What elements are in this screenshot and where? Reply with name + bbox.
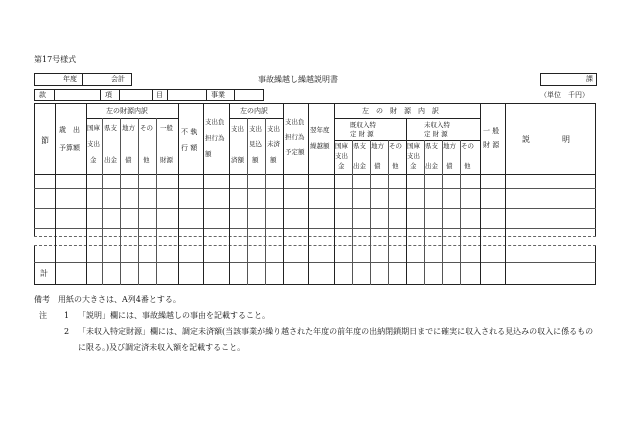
classification-row [34,89,264,101]
mizumi-header-1: 支出 [267,125,280,133]
futan-header-3: 額 [205,150,212,158]
futan-header-1: 支出負 [205,118,225,126]
year-label: 年度 [63,75,77,83]
note-chu-label: 注 [39,311,47,320]
ki-chiho-2: 債 [374,162,381,170]
ki-kokko-3: 金 [338,162,345,170]
mi-sonota-2: 他 [464,162,471,170]
unit-label: （単位 千円） [540,91,589,99]
saishutsu-header-2: 予算額 [59,144,80,152]
department-label: 課 [586,75,593,83]
ki-ken-1: 県支 [353,142,366,150]
uchiwake-group-header: 左の内訳 [240,107,268,115]
mi-ken-1: 県支 [425,142,438,150]
mi-chiho-2: 債 [446,162,453,170]
yokunendo-header-2: 繰越額 [310,142,330,150]
ippan-header-1: 一般 [160,124,173,132]
kenshishutsu-header-2: 出金 [104,156,117,164]
ki-ken-2: 出金 [353,162,366,170]
kokko-header-3: 金 [90,156,97,164]
setsumei-header: 説 明 [522,135,570,144]
yotei-header-1: 支出負 [285,118,305,126]
biko-label: 備考 [34,295,50,304]
total-row-label: 計 [40,269,48,278]
kishunyu-header-1: 既収入特 [350,121,376,129]
mi-kokko-2: 支出 [407,152,420,160]
mi-kokko-3: 金 [410,162,417,170]
moku-label: 目 [156,91,163,99]
mi-kokko-1: 国庫 [407,142,420,150]
ki-kokko-2: 支出 [335,152,348,160]
account-label: 会計 [111,75,125,83]
zaigen-group-header: 左の財源内訳 [106,107,148,115]
sonota-header-2: 他 [143,156,150,164]
yokunendo-header-1: 翌年度 [310,126,330,134]
kishunyu-header-2: 定 財 源 [350,130,374,138]
ippan2-header-1: 一 般 [483,127,500,135]
mishunyu-header-2: 定 財 源 [424,130,448,138]
table-break [34,236,596,246]
kan-label: 款 [39,91,46,99]
ki-kokko-1: 国庫 [335,142,348,150]
fushikko-header-1: 不 執 [181,128,198,136]
mi-chiho-1: 地方 [443,142,456,150]
kenshishutsu-header-1: 県支 [104,124,117,132]
ki-sonota-1: その [389,142,402,150]
kou-label: 項 [105,91,112,99]
jigyo-label: 事業 [211,91,225,99]
biko-text: 用紙の大きさは、A列4番とする。 [58,295,181,304]
zumi-header-1: 支出 [231,125,244,133]
ki-chiho-1: 地方 [371,142,384,150]
mi-ken-2: 出金 [425,162,438,170]
zumi-header-2: 済額 [231,156,244,164]
zaigen-group2-header: 左 の 財 源 内 訳 [362,107,439,115]
form-number: 第17号様式 [34,55,77,64]
chihousai-header-1: 地方 [122,124,135,132]
document-title: 事故繰越し繰越説明書 [258,75,338,84]
kokko-header-2: 支出 [87,140,100,148]
mikomi-header-1: 支出 [249,125,262,133]
yotei-header-2: 担行為 [285,133,305,141]
mikomi-header-3: 額 [252,156,259,164]
mi-sonota-1: その [461,142,474,150]
fushikko-header-2: 行 額 [181,144,198,152]
sonota-header-1: その [140,124,153,132]
setsu-header: 節 [41,136,49,145]
note-2-text-2: に限る。)及び調定済未収入額を記載すること。 [78,343,246,352]
ki-sonota-2: 他 [392,162,399,170]
mishunyu-header-1: 未収入特 [424,121,450,129]
saishutsu-header-1: 歳 出 [59,126,80,134]
kokko-header-1: 国庫 [87,124,100,132]
mikomi-header-2: 見込 [249,140,262,148]
note-1-text: 「説明」欄には、事故繰越しの事由を記載すること。 [78,311,270,320]
ippan-header-2: 財源 [160,156,173,164]
note-1-number: 1 [64,311,70,320]
chihousai-header-2: 債 [125,156,132,164]
yotei-header-3: 予定額 [285,148,305,156]
futan-header-2: 担行為 [205,134,225,142]
note-2-text-1: 「未収入特定財源」欄には、調定未済額(当該事業が繰り越された年度の前年度の出納閉鎖期日までに確実に収入される見込みの収入に係るもの [78,327,594,336]
mizumi-header-2: 未済 [267,140,280,148]
note-2-number: 2 [64,327,70,336]
mizumi-header-3: 額 [270,156,277,164]
ippan2-header-2: 財 源 [483,141,500,149]
